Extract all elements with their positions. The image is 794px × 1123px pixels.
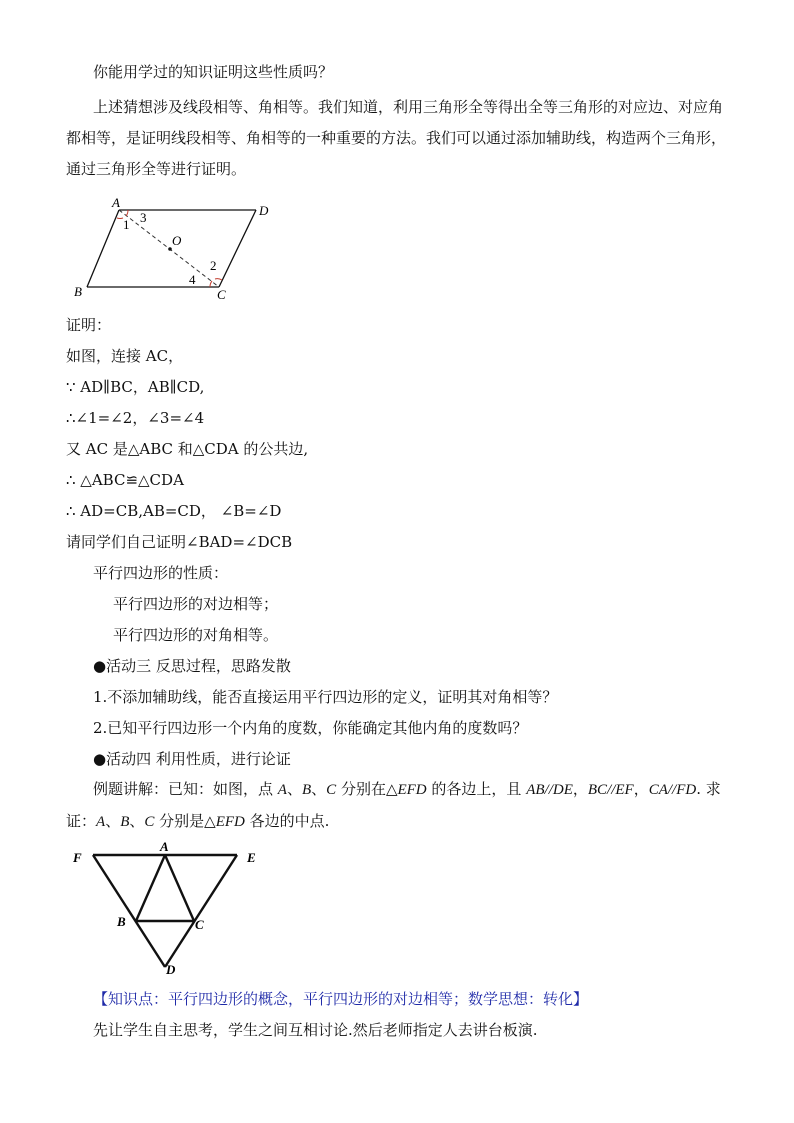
activity3-item-2: 2.已知平行四边形一个内角的度数，你能确定其他内角的度数吗？ — [93, 719, 528, 737]
segment-ab — [136, 855, 165, 921]
label-b: B — [117, 914, 126, 929]
parallelogram-figure — [70, 195, 280, 307]
separator: ， — [633, 780, 649, 798]
angle-arc-a — [126, 210, 128, 216]
side-dc — [219, 210, 256, 287]
activity4-title: ●活动四 利用性质，进行论证 — [93, 750, 291, 768]
activity3-title: ●活动三 反思过程，思路发散 — [93, 657, 291, 675]
point-a: A — [96, 814, 106, 830]
proof-line-5: ∴ △ABC≌△CDA — [66, 471, 184, 489]
point-c: C — [326, 782, 337, 798]
separator: 、 — [129, 812, 145, 830]
point-a: A — [277, 782, 287, 798]
proof-line-2: ∵ AD∥BC，AB∥CD, — [66, 378, 205, 396]
point-b: B — [301, 782, 312, 798]
label-d: D — [259, 203, 269, 218]
point-c: C — [144, 814, 155, 830]
angle-arc-c2 — [215, 279, 222, 280]
separator: ， — [572, 780, 588, 798]
example-text: 分别在△ — [336, 780, 398, 798]
proof-line-1: 如图，连接 AC， — [66, 347, 184, 365]
proof-heading: 证明： — [66, 316, 112, 334]
label-angle-3: 3 — [140, 210, 147, 225]
label-c: C — [195, 917, 204, 932]
side-ba — [87, 210, 119, 287]
intro-question: 你能用学过的知识证明这些性质吗？ — [93, 63, 334, 81]
example-text: 的各边上，且 — [426, 780, 527, 798]
label-angle-4: 4 — [189, 272, 196, 287]
point-b: B — [120, 814, 130, 830]
separator: 、 — [105, 812, 121, 830]
proof-line-3: ∴∠1=∠2，∠3=∠4 — [66, 409, 205, 427]
triangle-efd: EFD — [397, 782, 427, 798]
label-a: A — [160, 839, 169, 854]
property-item-2: 平行四边形的对角相等。 — [113, 626, 279, 644]
proof-line-7: 请同学们自己证明∠BAD=∠DCB — [66, 533, 293, 551]
ca-parallel-fd: CA//FD — [648, 782, 697, 798]
example-paragraph — [66, 774, 730, 838]
proof-line-6: ∴ AD=CB,AB=CD， ∠B=∠D — [66, 502, 282, 520]
activity3-item-1: 1.不添加辅助线，能否直接运用平行四边形的定义，证明其对角相等？ — [93, 688, 558, 706]
separator: 、 — [311, 780, 327, 798]
label-o: O — [172, 233, 182, 248]
bc-parallel-ef: BC//EF — [587, 782, 634, 798]
label-d: D — [166, 962, 176, 977]
intro-paragraph: 上述猜想涉及线段相等、角相等。我们知道，利用三角形全等得出全等三角形的对应边、对应角都相等，是证明线段相等、角相等的一种重要的方法。我们可以通过添加辅助线，构造两个三角形，通过三角形全等进行证明。 — [66, 98, 727, 178]
knowledge-point: 【知识点：平行四边形的概念，平行四边形的对边相等；数学思想：转化】 — [93, 990, 589, 1008]
example-text: . 求证： — [66, 780, 721, 830]
side-fd — [93, 855, 165, 967]
proof-line-4: 又 AC 是△ABC 和△CDA 的公共边, — [66, 440, 309, 458]
label-a: A — [112, 195, 120, 210]
example-text: 例题讲解：已知：如图，点 — [93, 780, 278, 798]
separator: 、 — [286, 780, 302, 798]
triangle-efd: EFD — [215, 814, 245, 830]
label-angle-1: 1 — [123, 217, 130, 232]
label-angle-2: 2 — [210, 258, 217, 273]
label-b: B — [74, 284, 82, 299]
side-ed — [165, 855, 237, 967]
angle-arc-c — [210, 281, 212, 287]
property-item-1: 平行四边形的对边相等； — [113, 595, 279, 613]
properties-title: 平行四边形的性质： — [93, 564, 229, 582]
closing-text: 先让学生自主思考，学生之间互相讨论.然后老师指定人去讲台板演. — [93, 1021, 538, 1039]
example-text: 各边的中点. — [244, 812, 330, 830]
label-e: E — [247, 850, 256, 865]
ab-parallel-de: AB//DE — [526, 782, 573, 798]
label-c: C — [217, 287, 226, 302]
triangle-figure — [66, 838, 276, 978]
label-f: F — [73, 850, 82, 865]
example-text: 分别是△ — [154, 812, 216, 830]
segment-ac — [165, 855, 194, 921]
